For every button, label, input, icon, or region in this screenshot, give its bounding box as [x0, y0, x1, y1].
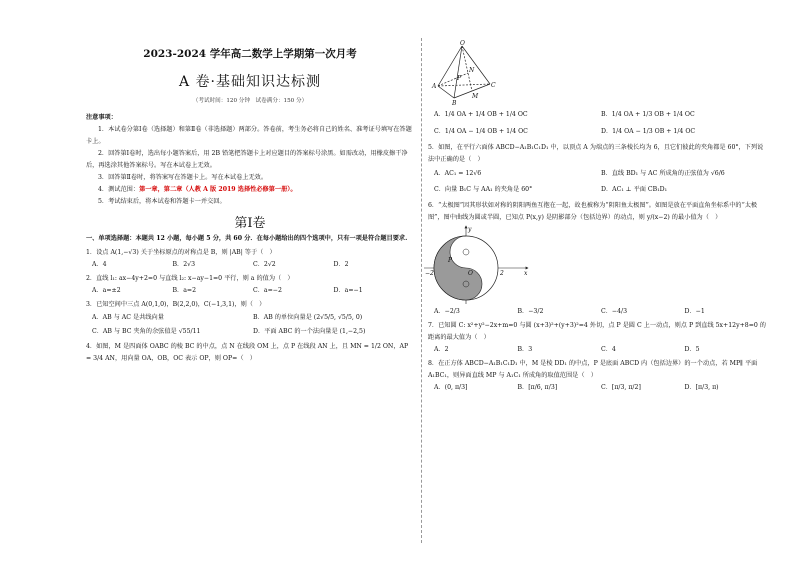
question-7-stem: 7．已知圆 C: x²+y²−2x+m=0 与圆 (x+3)²+(y+3)²=4 外切，点 P 是圆 C 上一动点，则点 P 到直线 5x+12y+8=0 的距离的最大值为（ ） — [428, 322, 766, 341]
label-origin: O — [468, 270, 473, 277]
option: D．a=−1 — [333, 287, 363, 294]
option: C．−4/3 — [601, 308, 628, 315]
small-circle-top — [463, 249, 469, 255]
option: A．AB 与 AC 是共线向量 — [92, 314, 164, 321]
small-circle-bottom — [463, 281, 469, 287]
question-3-stem: 3．已知空间中三点 A(0,1,0)，B(2,2,0)，C(−1,3,1)，则（ ） — [86, 301, 266, 308]
question-8-options — [428, 382, 768, 394]
notice-item-5: 5．考试结束后，将本试卷和答题卡一并交回。 — [98, 198, 226, 205]
exam-subtitle: A 卷·基础知识达标测 — [178, 74, 321, 90]
question-4 — [86, 341, 414, 365]
question-7-options — [428, 344, 768, 356]
edge-OB — [454, 46, 462, 98]
question-5 — [428, 142, 768, 198]
option: A．AC₁ = 12√6 — [434, 170, 482, 177]
section-title: 第Ⅰ卷 — [234, 216, 266, 231]
option: B．3 — [517, 346, 533, 353]
question-6 — [428, 200, 768, 224]
option: A．4 — [92, 261, 107, 268]
option: C．向量 B₁C 与 AA₁ 的夹角是 60° — [434, 186, 533, 193]
option: B．−3/2 — [517, 308, 544, 315]
option: A．a=±2 — [92, 287, 121, 294]
edge-AC — [438, 84, 490, 86]
option: A．2 — [434, 346, 449, 353]
option: C．[π/3, π/2] — [601, 384, 641, 391]
section-instruction: 一、单项选择题：本题共 12 小题，每小题 5 分，共 60 分．在每小题给出的四个选项中，只有一项是符合题目要求. — [86, 235, 408, 242]
label-C: C — [491, 82, 496, 89]
right-column — [425, 40, 768, 394]
notice-heading: 注意事项： — [86, 114, 117, 121]
option: D．−1 — [684, 308, 705, 315]
option: B．[π/6, π/3] — [517, 384, 558, 391]
notice-item-4-label: 4．测试范围： — [98, 186, 140, 193]
option: C．AB 与 BC 夹角的余弦值是 √55/11 — [92, 328, 201, 335]
label-P: P — [457, 75, 462, 82]
question-1 — [86, 247, 414, 271]
taiji-figure — [422, 224, 532, 306]
question-2 — [86, 273, 414, 297]
question-6-stem: 6．“太极图”因其形状如对称的阴阳两鱼互抱在一起，故也被称为“阴阳鱼太极图”。如图是放在平面直角坐标系中的“太极图”，图中曲线为圆或半圆，已知点 P(x,y) 是阴影部分（包括边界）的动点，则 y/(x−2) 的最小值为（ ） — [428, 202, 758, 221]
label-A: A — [432, 83, 437, 90]
label-y: y — [468, 226, 472, 233]
question-4-stem: 4．如图，M 是四面体 OABC 的棱 BC 的中点，点 N 在线段 OM 上，点 P 在线段 AN 上，且 MN = 1/2 ON，AP = 3/4 AN，用向量 OA，OB，OC 表示 OP，则 OP=（ ） — [86, 343, 409, 362]
option: B．a=2 — [172, 287, 197, 294]
option: D．2 — [333, 261, 349, 268]
tetrahedron-figure — [428, 40, 498, 106]
exam-title: 2023-2024 学年高二数学上学期第一次月考 — [143, 48, 357, 60]
option: D．5 — [684, 346, 700, 353]
question-3-options — [86, 311, 414, 339]
option: A．−2/3 — [434, 308, 460, 315]
label-x: x — [524, 270, 528, 277]
question-5-stem: 5．如图，在平行六面体 ABCD−A₁B₁C₁D₁ 中，以顶点 A 为端点的三条棱长均为 6，且它们彼此的夹角都是 60°，下列说法中正确的是（ ） — [428, 144, 764, 163]
label-B: B — [452, 100, 457, 106]
question-8-stem: 8．在正方体 ABCD−A₁B₁C₁D₁ 中，M 是棱 DD₁ 的中点，P 是底面 ABCD 内（包括边界）的一个动点，若 MP∥ 平面 A₁BC₁，则异面直线 MP 与 A₁C₁ 所成角的取值范围是（ ） — [428, 360, 758, 379]
label-P: P — [448, 257, 453, 264]
option: D．AC₁ ⊥ 平面 CB₁D₁ — [601, 186, 668, 193]
option: A．(0, π/3] — [434, 384, 468, 391]
question-5-options — [428, 166, 768, 198]
option: B．AB 的单位向量是 (2√5/5, √5/5, 0) — [253, 314, 363, 321]
question-1-options — [86, 259, 414, 271]
label-O: O — [460, 40, 465, 47]
option: C．a=−2 — [253, 287, 282, 294]
question-2-stem: 2．直线 l₁: ax−4y+2=0 与直线 l₂: x−ay−1=0 平行，则 a 的值为（ ） — [86, 275, 294, 282]
question-2-options — [86, 285, 414, 297]
notice-item-2: 2．回答第Ⅰ卷时，选出每小题答案后，用 2B 铅笔把答题卡上对应题目的答案标号涂黑。如需改动，用橡皮擦干净后，再选涂其他答案标号。写在本试卷上无效。 — [86, 150, 408, 169]
segment-AN — [438, 73, 468, 86]
option: B．直线 BD₁ 与 AC 所成角的正弦值为 √6/6 — [601, 170, 725, 177]
notice-item-4 — [86, 184, 414, 196]
label-neg2: −2 — [425, 270, 434, 277]
label-2: 2 — [500, 270, 504, 277]
question-3 — [86, 299, 414, 339]
option: C．2√2 — [253, 261, 276, 268]
left-column — [86, 40, 414, 365]
notice-item-3: 3．回答第Ⅱ卷时，将答案写在答题卡上。写在本试卷上无效。 — [98, 174, 268, 181]
exam-meta: （考试时间：120 分钟 试卷满分：150 分） — [192, 98, 308, 104]
option: C．1/4 OA − 1/4 OB + 1/4 OC — [434, 128, 528, 135]
test-scope: 第一章，第二章（人教 A 版 2019 选择性必修第一册）。 — [139, 186, 297, 193]
label-M: M — [472, 93, 479, 100]
option: A．1/4 OA + 1/4 OB + 1/4 OC — [434, 111, 528, 118]
option: B．1/4 OA + 1/3 OB + 1/4 OC — [601, 111, 695, 118]
question-8 — [428, 358, 768, 394]
label-N: N — [469, 67, 475, 74]
option: D．[π/3, π) — [684, 384, 719, 391]
question-4-options — [428, 106, 768, 140]
edge-AB — [438, 86, 454, 98]
question-1-stem: 1．设点 A(1,−√3) 关于坐标原点的对称点是 B，则 |AB| 等于（ ） — [86, 249, 276, 256]
option: D．平面 ABC 的一个法向量是 (1,−2,5) — [253, 328, 366, 335]
option: B．2√3 — [172, 261, 196, 268]
option: D．1/4 OA − 1/3 OB + 1/4 OC — [601, 128, 696, 135]
question-7 — [428, 320, 768, 356]
option: C．4 — [601, 346, 616, 353]
notice-item-1: 1．本试卷分第Ⅰ卷（选择题）和第Ⅱ卷（非选择题）两部分。答卷前，考生务必将自己的姓名、准考证号填写在答题卡上。 — [86, 126, 412, 145]
question-6-options — [428, 306, 768, 318]
